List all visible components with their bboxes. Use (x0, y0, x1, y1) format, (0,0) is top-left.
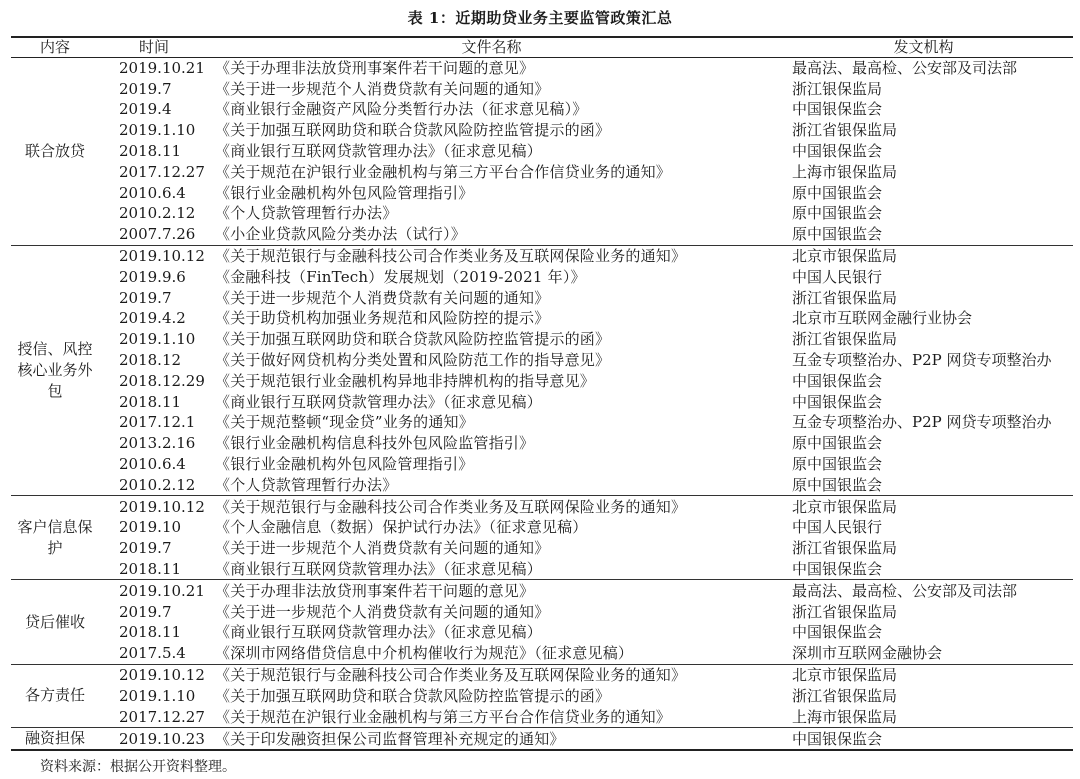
issuer-cell: 北京市银保监局 (774, 664, 1073, 685)
date-cell: 2019.4 (119, 100, 172, 119)
table-row (11, 454, 1073, 475)
date-cell: 2010.6.4 (119, 455, 186, 474)
table-row (11, 622, 1073, 643)
table-row (11, 120, 1073, 141)
table-row (11, 580, 1073, 601)
date-cell: 2019.10.12 (99, 664, 209, 685)
table-row (11, 706, 1073, 727)
date-cell: 2018.11 (119, 392, 182, 411)
date-cell: 2019.1.10 (119, 686, 196, 705)
date-cell: 2019.7 (119, 288, 172, 307)
issuer-cell: 原中国银监会 (792, 434, 883, 453)
table-row (11, 412, 1073, 433)
document-cell: 《关于规范在沪银行业金融机构与第三方平台合作信贷业务的通知》 (215, 162, 672, 181)
table-row (11, 517, 1073, 538)
issuer-cell: 深圳市互联网金融协会 (792, 644, 943, 663)
issuer-cell: 原中国银监会 (792, 225, 883, 244)
date-cell: 2018.11 (119, 142, 182, 161)
date-cell: 2019.4.2 (119, 309, 186, 328)
document-cell: 《关于规范在沪银行业金融机构与第三方平台合作信贷业务的通知》 (215, 707, 672, 726)
issuer-cell: 互金专项整治办、P2P 网贷专项整治办 (792, 413, 1052, 432)
issuer-cell: 浙江省银保监局 (792, 686, 898, 705)
document-cell: 《银行业金融机构外包风险管理指引》 (215, 455, 474, 474)
category-cell: 各方责任 (11, 664, 99, 727)
issuer-cell: 北京市银保监局 (774, 245, 1073, 266)
document-cell: 《深圳市网络借贷信息中介机构催收行为规范》（征求意见稿） (215, 644, 634, 663)
document-cell: 《银行业金融机构信息科技外包风险监管指引》 (215, 434, 535, 453)
document-cell: 《关于做好网贷机构分类处置和风险防范工作的指导意见》 (215, 351, 611, 370)
date-cell: 2019.10.12 (99, 496, 209, 517)
table-row (11, 433, 1073, 454)
date-cell: 2019.10 (119, 518, 182, 537)
document-cell: 《关于规范银行业金融机构异地非持牌机构的指导意见》 (215, 371, 596, 390)
document-cell: 《小企业贷款风险分类办法（试行）》 (215, 225, 466, 244)
table-row (11, 685, 1073, 706)
document-cell: 《关于加强互联网助贷和联合贷款风险防控监管提示的函》 (215, 121, 611, 140)
issuer-cell: 中国人民银行 (792, 518, 883, 537)
date-cell: 2019.9.6 (119, 267, 186, 286)
document-cell: 《商业银行互联网贷款管理办法》（征求意见稿） (215, 560, 542, 579)
issuer-cell: 浙江省银保监局 (792, 121, 898, 140)
header-category: 内容 (11, 37, 99, 57)
document-cell: 《关于办理非法放贷刑事案件若干问题的意见》 (209, 57, 774, 78)
document-cell: 《关于加强互联网助贷和联合贷款风险防控监管提示的函》 (215, 686, 611, 705)
issuer-cell: 上海市银保监局 (792, 707, 898, 726)
issuer-cell: 原中国银监会 (792, 204, 883, 223)
header-row (11, 37, 1073, 57)
date-cell: 2018.11 (119, 623, 182, 642)
issuer-cell: 北京市互联网金融行业协会 (792, 309, 973, 328)
document-cell: 《关于规范银行与金融科技公司合作类业务及互联网保险业务的通知》 (209, 496, 774, 517)
document-cell: 《个人贷款管理暂行办法》 (215, 475, 398, 494)
date-cell: 2017.5.4 (119, 644, 186, 663)
table-row (11, 643, 1073, 664)
document-cell: 《关于进一步规范个人消费贷款有关问题的通知》 (215, 539, 550, 558)
date-cell: 2018.12.29 (119, 371, 205, 390)
date-cell: 2017.12.27 (119, 162, 205, 181)
table-row (11, 329, 1073, 350)
document-cell: 《关于规范整顿“现金贷”业务的通知》 (215, 413, 474, 432)
issuer-cell: 互金专项整治办、P2P 网贷专项整治办 (792, 351, 1052, 370)
issuer-cell: 中国银保监会 (774, 728, 1073, 751)
source-note: 资料来源：根据公开资料整理。 (40, 759, 236, 775)
table-row (11, 141, 1073, 162)
document-cell: 《关于加强互联网助贷和联合贷款风险防控监管提示的函》 (215, 330, 611, 349)
issuer-cell: 浙江省银保监局 (792, 602, 898, 621)
document-cell: 《关于助贷机构加强业务规范和风险防控的提示》 (215, 309, 550, 328)
category-cell: 贷后催收 (11, 580, 99, 664)
category-cell: 授信、风控核心业务外包 (11, 245, 99, 496)
date-cell: 2019.7 (119, 602, 172, 621)
issuer-cell: 中国银保监会 (792, 560, 883, 579)
table-title: 表 1：近期助贷业务主要监管政策汇总 (407, 9, 673, 27)
table-row (11, 245, 1073, 266)
table-header (11, 37, 1073, 57)
issuer-cell: 中国银保监会 (792, 142, 883, 161)
issuer-cell: 中国银保监会 (792, 100, 883, 119)
date-cell: 2013.2.16 (119, 434, 196, 453)
date-cell: 2018.11 (119, 560, 182, 579)
document-cell: 《商业银行金融资产风险分类暂行办法（征求意见稿）》 (215, 100, 588, 119)
document-cell: 《银行业金融机构外包风险管理指引》 (215, 183, 474, 202)
category-cell: 客户信息保护 (11, 496, 99, 580)
date-cell: 2018.12 (119, 351, 182, 370)
document-cell: 《关于印发融资担保公司监督管理补充规定的通知》 (209, 728, 774, 751)
date-cell: 2017.12.27 (119, 707, 205, 726)
issuer-cell: 浙江省银保监局 (792, 330, 898, 349)
table-row (11, 308, 1073, 329)
table-row (11, 182, 1073, 203)
date-cell: 2010.2.12 (119, 204, 196, 223)
category-cell: 融资担保 (11, 728, 99, 751)
category-cell: 联合放贷 (11, 57, 99, 245)
header-date: 时间 (99, 37, 209, 57)
document-cell: 《关于进一步规范个人消费贷款有关问题的通知》 (215, 602, 550, 621)
document-cell: 《个人贷款管理暂行办法》 (215, 204, 398, 223)
document-cell: 《关于规范银行与金融科技公司合作类业务及互联网保险业务的通知》 (209, 245, 774, 266)
policy-table (11, 36, 1073, 751)
table-row (11, 266, 1073, 287)
document-cell: 《关于进一步规范个人消费贷款有关问题的通知》 (215, 79, 550, 98)
document-cell: 《关于规范银行与金融科技公司合作类业务及互联网保险业务的通知》 (209, 664, 774, 685)
date-cell: 2019.10.12 (99, 245, 209, 266)
date-cell: 2019.1.10 (119, 121, 196, 140)
document-cell: 《关于进一步规范个人消费贷款有关问题的通知》 (215, 288, 550, 307)
table-row (11, 728, 1073, 751)
header-issuer: 发文机构 (774, 37, 1073, 57)
date-cell: 2007.7.26 (119, 225, 196, 244)
table-row (11, 57, 1073, 78)
table-row (11, 78, 1073, 99)
issuer-cell: 中国银保监会 (792, 623, 883, 642)
table-row (11, 161, 1073, 182)
table-row (11, 370, 1073, 391)
table-row (11, 203, 1073, 224)
document-cell: 《金融科技（FinTech）发展规划（2019-2021 年）》 (215, 267, 586, 286)
table-row (11, 474, 1073, 495)
document-cell: 《个人金融信息（数据）保护试行办法》（征求意见稿） (215, 518, 588, 537)
issuer-cell: 浙江银保监局 (792, 79, 883, 98)
document-cell: 《商业银行互联网贷款管理办法》（征求意见稿） (215, 623, 542, 642)
table-row (11, 99, 1073, 120)
issuer-cell: 北京市银保监局 (774, 496, 1073, 517)
document-cell: 《关于办理非法放贷刑事案件若干问题的意见》 (209, 580, 774, 601)
table-row (11, 391, 1073, 412)
issuer-cell: 原中国银监会 (792, 455, 883, 474)
date-cell: 2019.7 (119, 539, 172, 558)
issuer-cell: 中国人民银行 (792, 267, 883, 286)
document-cell: 《商业银行互联网贷款管理办法》（征求意见稿） (215, 142, 542, 161)
issuer-cell: 上海市银保监局 (792, 162, 898, 181)
issuer-cell: 浙江省银保监局 (792, 539, 898, 558)
date-cell: 2017.12.1 (119, 413, 196, 432)
issuer-cell: 中国银保监会 (792, 371, 883, 390)
document-cell: 《商业银行互联网贷款管理办法》（征求意见稿） (215, 392, 542, 411)
issuer-cell: 最高法、最高检、公安部及司法部 (774, 580, 1073, 601)
table-row (11, 601, 1073, 622)
date-cell: 2019.1.10 (119, 330, 196, 349)
table-row (11, 287, 1073, 308)
date-cell: 2019.10.23 (99, 728, 209, 751)
table-row (11, 224, 1073, 245)
table-row (11, 664, 1073, 685)
issuer-cell: 原中国银监会 (792, 183, 883, 202)
table-row (11, 496, 1073, 517)
date-cell: 2010.2.12 (119, 475, 196, 494)
issuer-cell: 最高法、最高检、公安部及司法部 (774, 57, 1073, 78)
table-row (11, 350, 1073, 371)
table-body (11, 57, 1073, 750)
date-cell: 2019.10.21 (99, 580, 209, 601)
header-document: 文件名称 (209, 37, 774, 57)
date-cell: 2019.7 (119, 79, 172, 98)
issuer-cell: 中国银保监会 (792, 392, 883, 411)
issuer-cell: 原中国银监会 (792, 475, 883, 494)
date-cell: 2010.6.4 (119, 183, 186, 202)
table-row (11, 559, 1073, 580)
table-row (11, 538, 1073, 559)
date-cell: 2019.10.21 (99, 57, 209, 78)
issuer-cell: 浙江省银保监局 (792, 288, 898, 307)
